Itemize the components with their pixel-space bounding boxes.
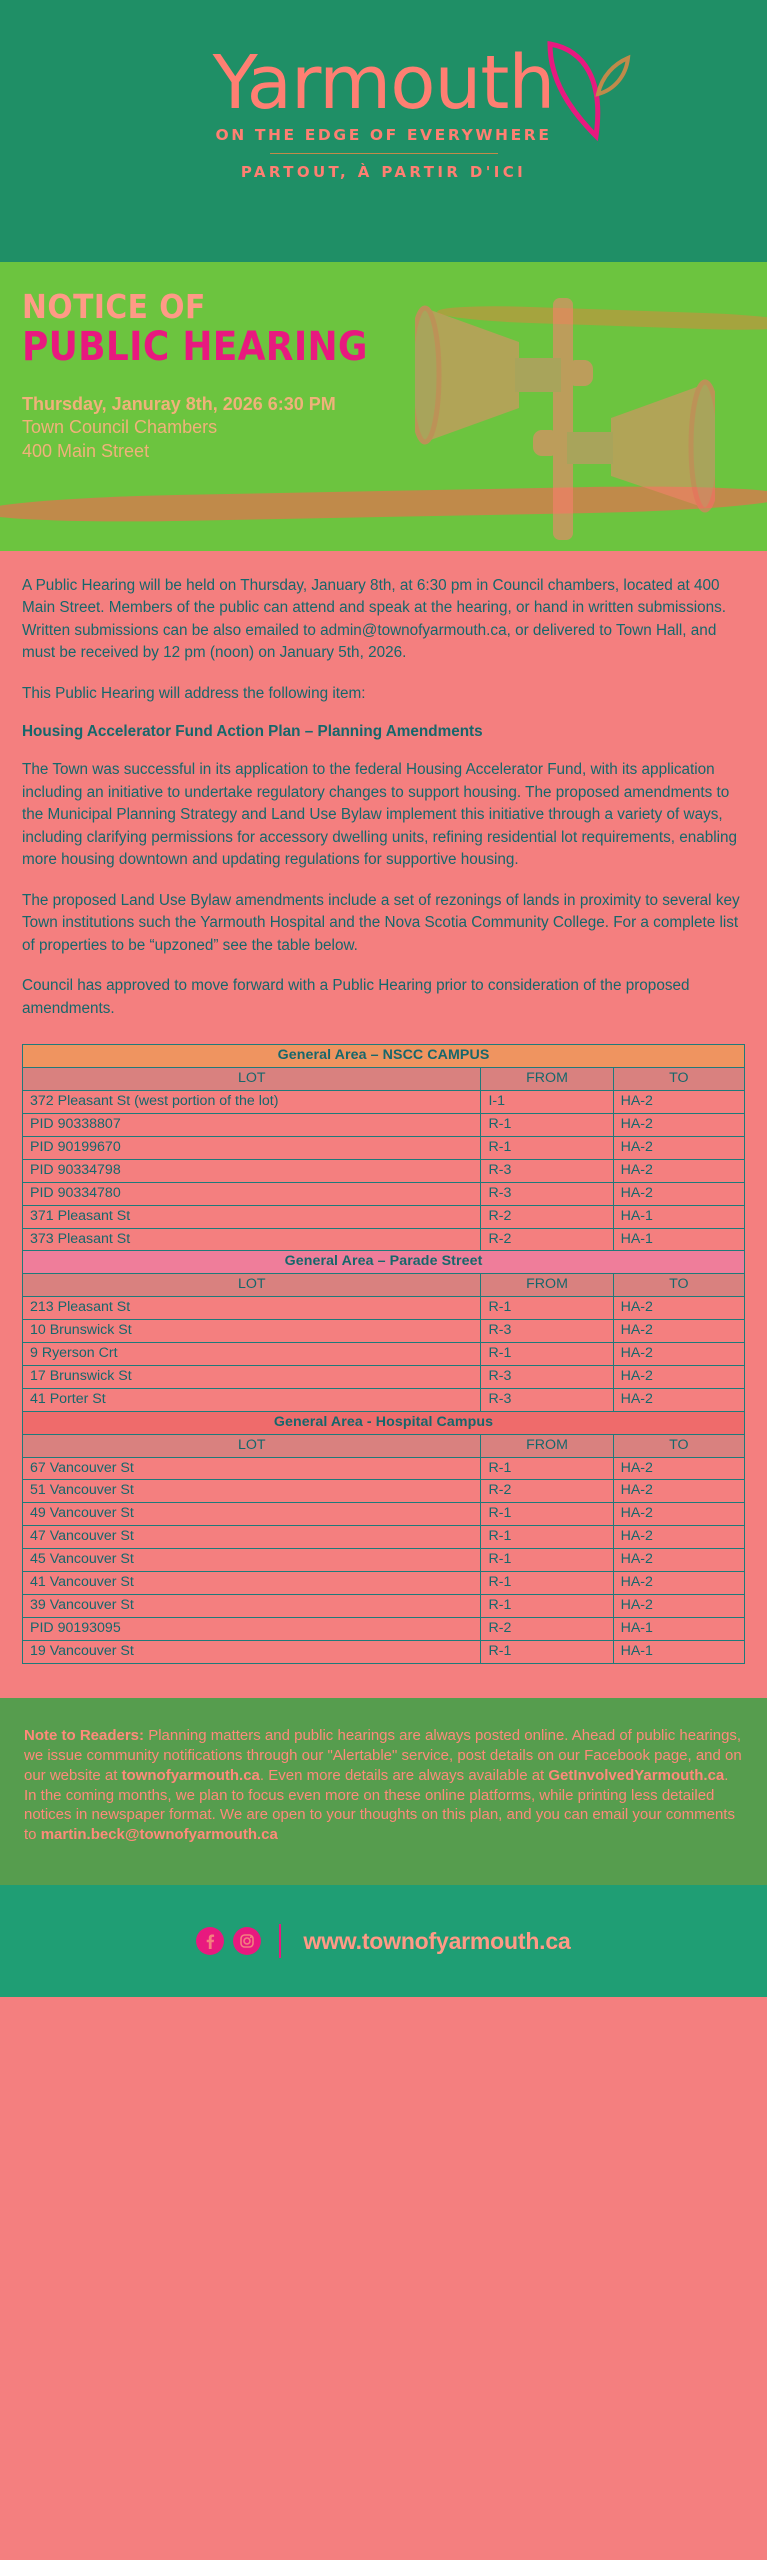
rezoning-paragraph: The proposed Land Use Bylaw amendments include a set of rezonings of lands in proximity to several key Town institutions such the Yarmouth Hospital and the Nova Scotia Community College. For a complete list of properties to be “upzoned” see the table below. (22, 891, 740, 954)
table-row (23, 1320, 745, 1343)
note-text-1: Planning matters and public hearings are always posted online. Ahead of public hearings, we issue community notifications through our "Alertable" service, post details on our Facebook page, and on our website at (24, 1726, 742, 1784)
table-row (23, 1526, 745, 1549)
facebook-icon[interactable] (196, 1927, 224, 1955)
note-site-1: townofyarmouth.ca (121, 1766, 260, 1784)
table-column-header: TO (613, 1434, 744, 1457)
cell-lot: 67 Vancouver St (23, 1457, 481, 1480)
cell-from: R-3 (481, 1182, 613, 1205)
table-column-header: TO (613, 1068, 744, 1091)
table-column-header: FROM (481, 1434, 613, 1457)
cell-to: HA-2 (613, 1159, 744, 1182)
cell-from: R-3 (481, 1365, 613, 1388)
cell-from: R-3 (481, 1388, 613, 1411)
note-to-readers (0, 1698, 767, 1886)
table-row (23, 1365, 745, 1388)
cell-lot: 41 Vancouver St (23, 1572, 481, 1595)
table-column-header: FROM (481, 1068, 613, 1091)
cell-lot: 19 Vancouver St (23, 1640, 481, 1663)
cell-to: HA-1 (613, 1228, 744, 1251)
cell-to: HA-1 (613, 1617, 744, 1640)
cell-from: R-1 (481, 1572, 613, 1595)
notice-banner (0, 262, 767, 551)
instagram-icon[interactable] (233, 1927, 261, 1955)
logo-mark (212, 40, 555, 126)
cell-from: R-1 (481, 1457, 613, 1480)
zoning-table-wrap (0, 1044, 767, 1663)
table-section-heading: General Area - Hospital Campus (23, 1411, 745, 1434)
cell-from: R-1 (481, 1595, 613, 1618)
note-email[interactable]: martin.beck@townofyarmouth.ca (40, 1826, 278, 1844)
social-links (196, 1927, 261, 1955)
cell-lot: 17 Brunswick St (23, 1365, 481, 1388)
cell-to: HA-2 (613, 1526, 744, 1549)
cell-lot: 41 Porter St (23, 1388, 481, 1411)
notice-title: PUBLIC HEARING (22, 323, 368, 370)
table-row (23, 1297, 745, 1320)
site-footer (0, 1885, 767, 1997)
table-column-header: FROM (481, 1274, 613, 1297)
table-row (23, 1640, 745, 1663)
cell-to: HA-2 (613, 1457, 744, 1480)
cell-from: R-1 (481, 1343, 613, 1366)
website-url[interactable]: www.townofyarmouth.ca (303, 1927, 571, 1954)
table-row (23, 1205, 745, 1228)
cell-lot: 371 Pleasant St (23, 1205, 481, 1228)
cell-lot: PID 90338807 (23, 1113, 481, 1136)
cell-lot: 373 Pleasant St (23, 1228, 481, 1251)
cell-to: HA-2 (613, 1297, 744, 1320)
cell-from: R-1 (481, 1549, 613, 1572)
table-row (23, 1503, 745, 1526)
cell-from: R-2 (481, 1617, 613, 1640)
cell-lot: PID 90334780 (23, 1182, 481, 1205)
table-section-heading: General Area – Parade Street (23, 1251, 745, 1274)
table-column-header: LOT (23, 1434, 481, 1457)
table-column-header: LOT (23, 1274, 481, 1297)
table-section-heading: General Area – NSCC CAMPUS (23, 1045, 745, 1068)
body-content (0, 551, 767, 1044)
brand-header (0, 0, 767, 262)
note-paragraph (24, 1726, 743, 1846)
notice-venue: Town Council Chambers (22, 416, 218, 437)
table-row (23, 1091, 745, 1114)
note-site-2: GetInvolvedYarmouth.ca (548, 1766, 725, 1784)
cell-to: HA-2 (613, 1365, 744, 1388)
cell-to: HA-2 (613, 1572, 744, 1595)
cell-to: HA-2 (613, 1480, 744, 1503)
cell-lot: 213 Pleasant St (23, 1297, 481, 1320)
table-row (23, 1228, 745, 1251)
council-paragraph: Council has approved to move forward with a Public Hearing prior to consideration of the proposed amendments. (22, 977, 690, 1017)
wordmark: Yarmouth (212, 40, 555, 126)
notice-datetime: Thursday, Januray 8th, 2026 6:30 PM (22, 393, 336, 414)
cell-to: HA-2 (613, 1136, 744, 1159)
cell-lot: 10 Brunswick St (23, 1320, 481, 1343)
haf-paragraph: The Town was successful in its application to the federal Housing Accelerator Fund, with its application including an initiative to undertake regulatory changes to support housing. The proposed amendments to the Municipal Planning Strategy and Land Use Bylaw implement this initiative through a variety of ways, including clarifying permissions for accessory dwelling units, refining residential lot requirements, enabling more housing downtown and updating regulations for supportive housing. (22, 761, 738, 869)
cell-to: HA-2 (613, 1503, 744, 1526)
note-text-3: . In the coming months, we plan to focus even more on these online platforms, while printing less detailed notices in newspaper format. We are open to your thoughts on this plan, and you can email your comments to (24, 1766, 735, 1844)
cell-from: R-3 (481, 1159, 613, 1182)
notice-heading-group (22, 287, 368, 464)
cell-to: HA-1 (613, 1640, 744, 1663)
table-row (23, 1388, 745, 1411)
cell-to: HA-2 (613, 1182, 744, 1205)
cell-from: R-2 (481, 1205, 613, 1228)
table-column-header-row (23, 1274, 745, 1297)
table-row (23, 1457, 745, 1480)
table-row (23, 1113, 745, 1136)
agenda-item-heading: Housing Accelerator Fund Action Plan – Planning Amendments (22, 723, 483, 741)
cell-lot: 39 Vancouver St (23, 1595, 481, 1618)
table-section-header-row (23, 1045, 745, 1068)
cell-lot: PID 90193095 (23, 1617, 481, 1640)
notice-address: 400 Main Street (22, 441, 150, 462)
table-row (23, 1595, 745, 1618)
cell-lot: 51 Vancouver St (23, 1480, 481, 1503)
cell-from: R-1 (481, 1297, 613, 1320)
table-column-header-row (23, 1068, 745, 1091)
cell-lot: 45 Vancouver St (23, 1549, 481, 1572)
cell-from: I-1 (481, 1091, 613, 1114)
tagline-english: ON THE EDGE OF EVERYWHERE (215, 126, 552, 145)
notice-kicker: NOTICE OF (22, 287, 206, 326)
tagline-divider (270, 153, 498, 154)
cell-to: HA-2 (613, 1320, 744, 1343)
cell-from: R-2 (481, 1228, 613, 1251)
table-row (23, 1549, 745, 1572)
table-row (23, 1480, 745, 1503)
leaf-icon (540, 36, 636, 144)
tagline-french: PARTOUT, À PARTIR D'ICI (240, 163, 527, 182)
cell-to: HA-2 (613, 1595, 744, 1618)
table-row (23, 1617, 745, 1640)
zoning-table (22, 1044, 745, 1663)
cell-lot: 49 Vancouver St (23, 1503, 481, 1526)
table-row (23, 1182, 745, 1205)
cell-from: R-1 (481, 1640, 613, 1663)
table-column-header: LOT (23, 1068, 481, 1091)
note-text-2: . Even more details are always available at (259, 1766, 549, 1784)
cell-from: R-3 (481, 1320, 613, 1343)
cell-to: HA-2 (613, 1091, 744, 1114)
cell-to: HA-2 (613, 1549, 744, 1572)
table-row (23, 1159, 745, 1182)
cell-from: R-1 (481, 1113, 613, 1136)
cell-lot: PID 90199670 (23, 1136, 481, 1159)
table-column-header-row (23, 1434, 745, 1457)
note-label: Note to Readers: (24, 1726, 145, 1744)
cell-lot: 372 Pleasant St (west portion of the lot) (23, 1091, 481, 1114)
table-row (23, 1136, 745, 1159)
cell-to: HA-2 (613, 1388, 744, 1411)
cell-from: R-1 (481, 1136, 613, 1159)
agenda-lead-in: This Public Hearing will address the following item: (22, 684, 366, 702)
cell-from: R-2 (481, 1480, 613, 1503)
brand-logo (0, 40, 767, 182)
cell-to: HA-1 (613, 1205, 744, 1228)
cell-from: R-1 (481, 1526, 613, 1549)
footer-divider (279, 1924, 281, 1958)
table-column-header: TO (613, 1274, 744, 1297)
cell-lot: 9 Ryerson Crt (23, 1343, 481, 1366)
cell-from: R-1 (481, 1503, 613, 1526)
table-section-header-row (23, 1251, 745, 1274)
table-row (23, 1572, 745, 1595)
cell-lot: 47 Vancouver St (23, 1526, 481, 1549)
table-section-header-row (23, 1411, 745, 1434)
table-row (23, 1343, 745, 1366)
cell-lot: PID 90334798 (23, 1159, 481, 1182)
cell-to: HA-2 (613, 1113, 744, 1136)
intro-paragraph: A Public Hearing will be held on Thursday, January 8th, at 6:30 pm in Council chambers, located at 400 Main Street. Members of the public can attend and speak at the hearing, or hand in written submissions. Written submissions can be also emailed to admin@townofyarmouth.ca, or delivered to Town Hall, and must be received by 12 pm (noon) on January 5th, 2026. (22, 577, 727, 662)
loudspeakers-icon (415, 280, 715, 540)
cell-to: HA-2 (613, 1343, 744, 1366)
